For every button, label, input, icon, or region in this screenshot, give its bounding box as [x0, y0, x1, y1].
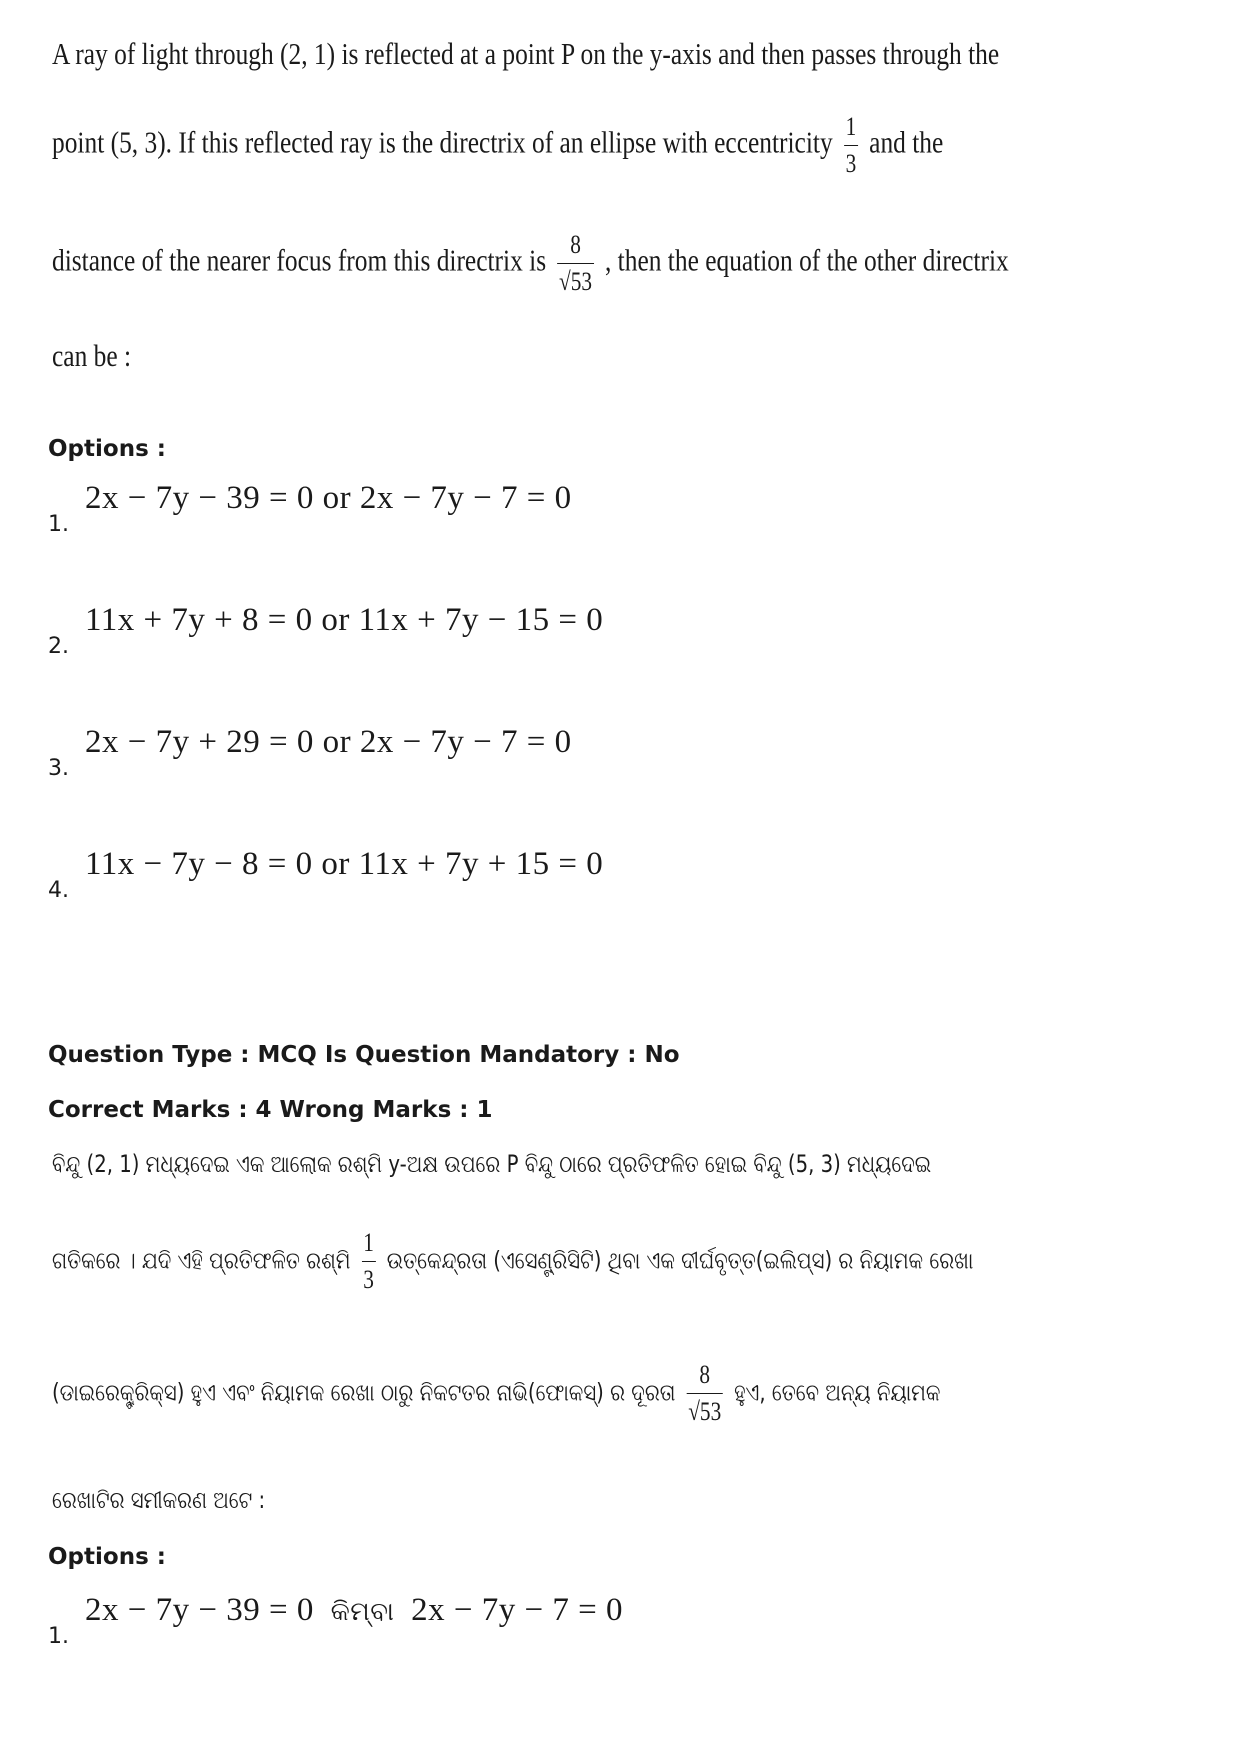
fraction-numerator: 1	[363, 1228, 374, 1257]
option-number: 3.	[48, 756, 69, 781]
fraction-denominator: 3	[844, 145, 858, 179]
odia-question-line-1	[52, 1152, 942, 1176]
fraction-denominator: √53	[687, 1393, 723, 1427]
odia-option-1-equation[interactable]	[85, 1592, 623, 1629]
odia-question-text: ରେଖାଟିର ସମୀକରଣ ଅଟେ :	[52, 1486, 266, 1514]
odia-eccentricity-fraction	[362, 1228, 376, 1295]
question-text: , then the equation of the other directrix	[604, 242, 1009, 278]
eccentricity-fraction	[844, 112, 858, 179]
option-2-equation[interactable]: 11x + 7y + 8 = 0 or 11x + 7y − 15 = 0	[85, 602, 604, 638]
equation-b: 2x − 7y − 7 = 0	[411, 1592, 624, 1628]
option-3-equation[interactable]: 2x − 7y + 29 = 0 or 2x − 7y − 7 = 0	[85, 724, 572, 760]
marks-line: Correct Marks : 4 Wrong Marks : 1	[48, 1097, 493, 1123]
odia-distance-fraction	[687, 1360, 723, 1427]
question-line-4	[52, 340, 942, 371]
equation-a: 2x − 7y − 39 = 0	[85, 1592, 314, 1628]
odia-question-line-4	[52, 1488, 942, 1512]
question-line-2	[52, 112, 942, 179]
question-text: can be :	[52, 338, 132, 373]
question-line-1	[52, 36, 1000, 71]
option-number: 1.	[48, 1624, 69, 1649]
odia-question-text: (ଡାଇରେକ୍ଟ୍ରିକ୍ସ) ହୁଏ ଏବଂ ନିୟାମକ ରେଖା ଠାରୁ ନିକଟତର ନାଭି(ଫୋକସ୍) ର ଦୂରତା	[52, 1378, 676, 1407]
conjunction: କିମ୍ବା	[330, 1597, 395, 1627]
fraction-denominator: 3	[362, 1261, 376, 1295]
odia-question-text: ଗତିକରେ । ଯଦି ଏହି ପ୍ରତିଫଳିତ ରଶ୍ମି	[52, 1246, 351, 1275]
fraction-numerator: 8	[699, 1360, 711, 1389]
option-1-equation[interactable]: 2x − 7y − 39 = 0 or 2x − 7y − 7 = 0	[85, 480, 572, 516]
question-type-line: Question Type : MCQ Is Question Mandatory : No	[48, 1042, 680, 1068]
question-line-3	[52, 230, 1009, 297]
distance-fraction	[557, 230, 593, 297]
odia-question-text: ବିନ୍ଦୁ (2, 1) ମଧ୍ୟଦେଇ ଏକ ଆଲୋକ ରଶ୍ମି y-ଅକ୍ଷ ଉପରେ P ବିନ୍ଦୁ ଠାରେ ପ୍ରତିଫଳିତ ହୋଇ ବିନ୍ଦୁ (5, 3) ମଧ୍ୟଦେଇ	[52, 1150, 932, 1178]
question-text: and the	[869, 124, 944, 160]
option-number: 4.	[48, 878, 69, 903]
question-text: point (5, 3). If this reflected ray is the directrix of an ellipse with eccentricity	[52, 124, 833, 160]
odia-question-text: ହୁଏ, ତେବେ ଅନ୍ୟ ନିୟାମକ	[734, 1378, 941, 1407]
option-4-equation[interactable]: 11x − 7y − 8 = 0 or 11x + 7y + 15 = 0	[85, 846, 604, 882]
fraction-numerator: 8	[570, 230, 581, 259]
fraction-denominator: √53	[557, 263, 593, 297]
odia-question-line-3	[52, 1360, 942, 1427]
question-text: A ray of light through (2, 1) is reflected at a point P on the y-axis and then passes through the	[52, 36, 1000, 71]
odia-options-label: Options :	[48, 1544, 166, 1570]
option-number: 1.	[48, 512, 69, 537]
question-text: distance of the nearer focus from this directrix is	[52, 242, 547, 278]
odia-question-text: ଉତ୍କେନ୍ଦ୍ରତା (ଏସେଣ୍ଟ୍ରିସିଟି) ଥିବା ଏକ ଦୀର୍ଘବୃତ୍ତ(ଇଲିପ୍ସ) ର ନିୟାମକ ରେଖା	[386, 1246, 974, 1275]
option-number: 2.	[48, 634, 69, 659]
options-label: Options :	[48, 436, 166, 462]
fraction-numerator: 1	[845, 112, 857, 141]
odia-question-line-2	[52, 1228, 974, 1295]
